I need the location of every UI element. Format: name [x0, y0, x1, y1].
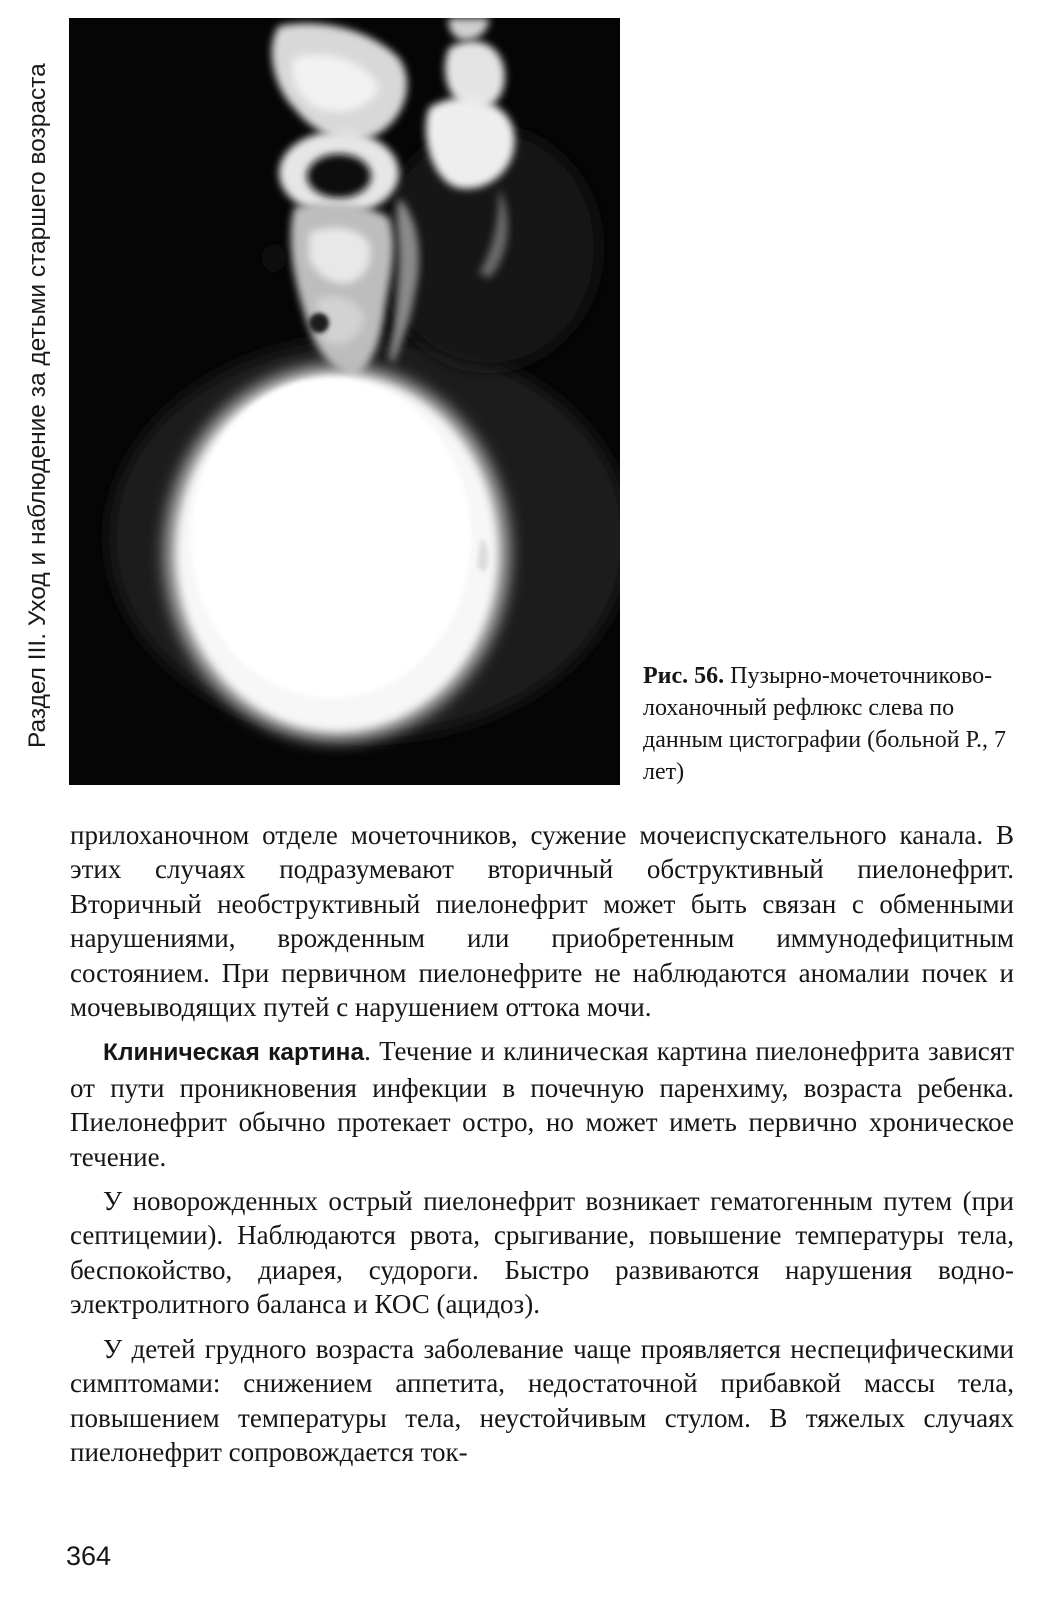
running-head-text: Раздел III. Уход и наблюдение за детьми старшего возраста	[24, 63, 51, 748]
paragraph-3: У новорожденных острый пиелонефрит возникает гематогенным путем (при септицемии). Наблюдаются рвота, срыгивание, повышение температуры тела, беспокойство, диарея, судороги. Быстро развиваются нарушения водно-электролитного баланса и КОС (ацидоз).	[70, 1186, 1014, 1320]
xray-drawing	[69, 18, 620, 785]
figure-caption-text: Пузырно-мочеточниково-лоханочный рефлюкс слева по данным цистографии (больной Р., 7 лет)	[643, 663, 1006, 785]
page-number: 364	[66, 1541, 112, 1571]
paragraph-2-heading: Клиническая картина	[103, 1039, 365, 1067]
figure-caption-label: Рис. 56.	[643, 663, 725, 689]
paragraph-4: У детей грудного возраста заболевание чаще проявляется неспецифическими симптомами: снижением аппетита, недостаточной прибавкой массы тела, повышением температуры тела, неустойчивым стулом. В тяжелых случаях пиелонефрит сопровождается ток-	[70, 1333, 1014, 1467]
figure-caption	[643, 660, 1023, 788]
paragraph-2	[70, 1034, 1014, 1174]
body-text	[70, 818, 1014, 1479]
running-head	[24, 20, 52, 748]
cystogram-xray-image	[69, 18, 620, 785]
paragraph-1: прилоханочном отделе мочеточников, сужение мочеиспускательного канала. В этих случаях подразумевают вторичный обструктивный пиелонефрит. Вторичный необструктивный пиелонефрит может быть связан с обменными нарушениями, врожденным или приобретенным иммунодефицитным состоянием. При первичном пиелонефрите не наблюдаются аномалии почек и мочевыводящих путей с нарушением оттока мочи.	[70, 820, 1014, 1023]
paragraph-2-text: . Течение и клиническая картина пиелонефрита зависят от пути проникновения инфекции в почечную паренхиму, возраста ребенка. Пиелонефрит обычно протекает остро, но может иметь первично хроническое течение.	[70, 1036, 1014, 1172]
